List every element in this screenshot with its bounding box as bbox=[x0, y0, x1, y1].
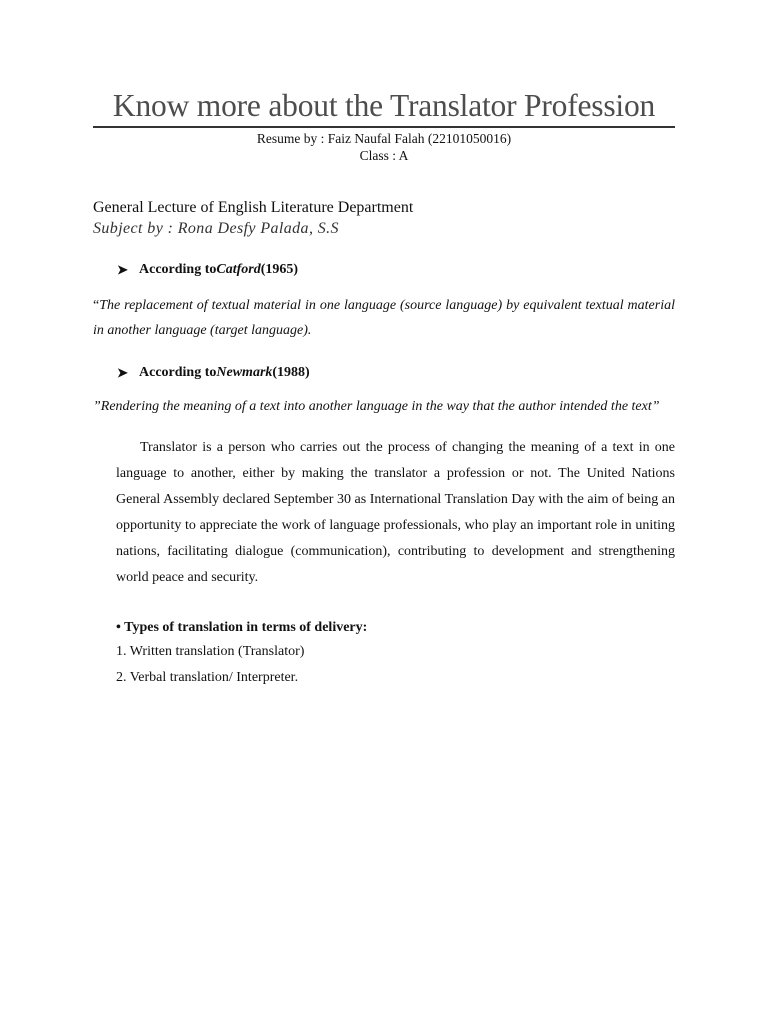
types-heading: • Types of translation in terms of delivery: bbox=[116, 620, 368, 635]
body-paragraph: Translator is a person who carries out the process of changing the meaning of a text in one language to another, either by making the translator a profession or not. The United Nations General Assembly declared September 30 as International Translation Day with the aim of being an opportunity to appreciate the work of language professionals, who play an important role in uniting nations, facilitating dialogue (communication), contributing to development and strengthening world peace and security. bbox=[116, 440, 675, 585]
document-page bbox=[93, 84, 675, 691]
definition-prefix: According to bbox=[139, 365, 217, 380]
subject-line: Subject by : Rona Desfy Palada, S.S bbox=[93, 220, 339, 237]
quote-text: The replacement of textual material in one language (source language) by equivalent textual material in another language (target language). bbox=[93, 298, 675, 338]
arrowhead-bullet-icon: ➤ bbox=[117, 365, 128, 380]
class-line: Class : A bbox=[359, 148, 409, 163]
definition-year: (1988) bbox=[272, 365, 310, 380]
list-item: 2. Verbal translation/ Interpreter. bbox=[116, 670, 299, 685]
lecture-heading: General Lecture of English Literature Department bbox=[93, 199, 414, 216]
definition-prefix: According to bbox=[139, 262, 217, 277]
definition-year: (1965) bbox=[260, 262, 299, 277]
definition-quote-newmark: ”Rendering the meaning of a text into another language in the way that the author intended the text” bbox=[93, 399, 660, 414]
definition-quote-catford bbox=[93, 293, 675, 343]
open-quote-mark: “ bbox=[93, 298, 100, 313]
resume-by-line: Resume by : Faiz Naufal Falah (22101050016) bbox=[256, 131, 512, 146]
page-title: Know more about the Translator Profession bbox=[93, 84, 675, 128]
list-item: 1. Written translation (Translator) bbox=[116, 644, 305, 659]
definition-author: Newmark bbox=[216, 365, 273, 380]
definition-heading-newmark bbox=[93, 364, 675, 382]
definition-author: Catford bbox=[216, 262, 261, 277]
arrowhead-bullet-icon: ➤ bbox=[117, 262, 128, 277]
definition-heading-catford bbox=[93, 261, 675, 279]
